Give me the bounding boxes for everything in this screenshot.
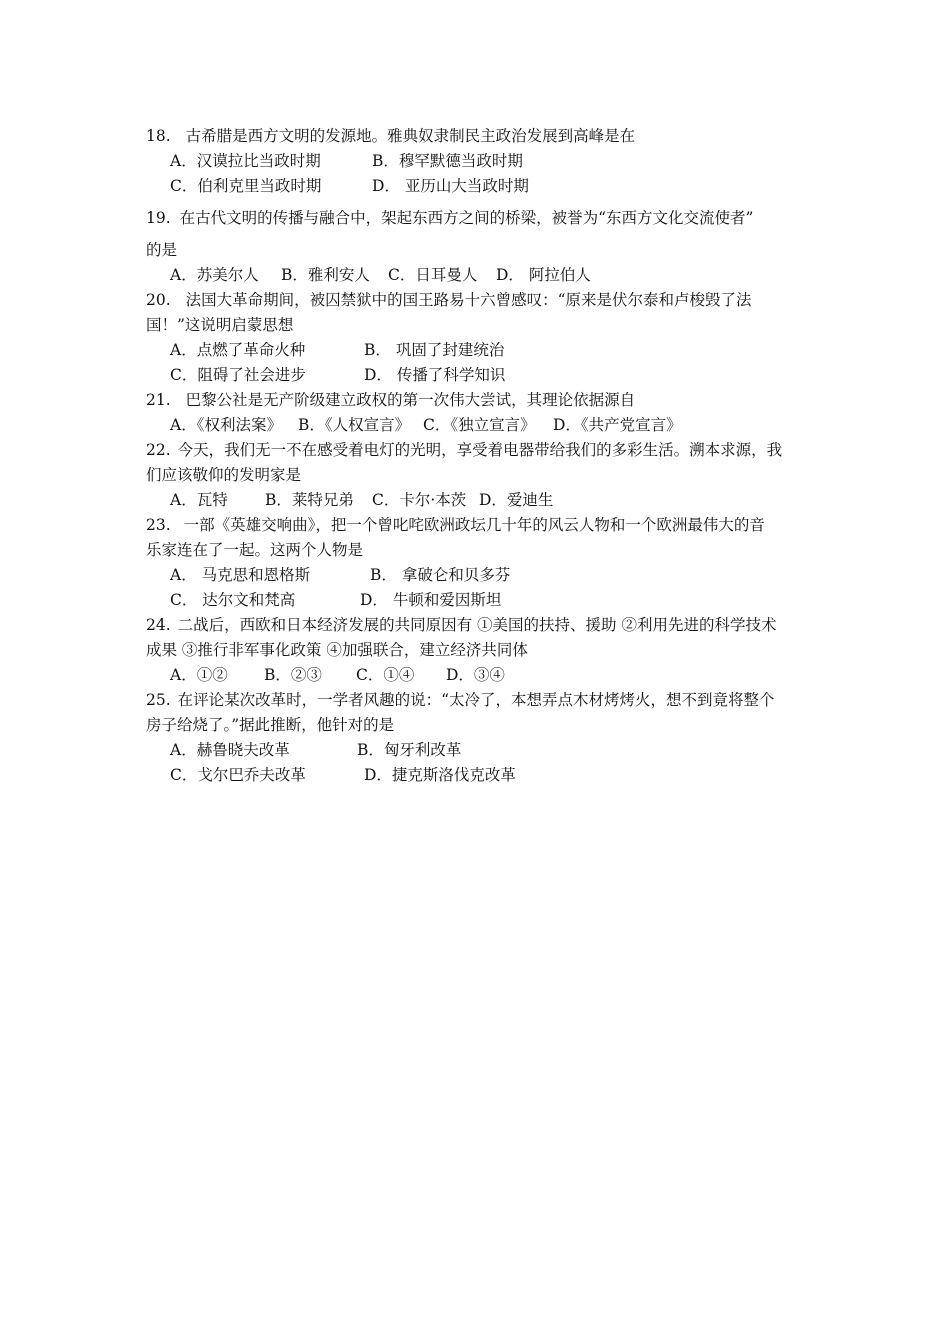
question-text: 在评论某次改革时，一学者风趣的说：“太冷了，本想弄点木材烤烤火，想不到竟将整个 [177, 691, 775, 709]
option-b: B．穆罕默德当政时期 [372, 152, 523, 170]
question-number: 24. [146, 616, 171, 634]
question-number: 21. [146, 391, 171, 409]
option-a: A． 马克思和恩格斯 [170, 566, 311, 584]
option-b: B． 巩固了封建统治 [364, 341, 505, 359]
option-c: C．《独立宣言》 [423, 416, 536, 434]
question-text: 的是 [146, 241, 178, 259]
question-19-stem-line-2 [146, 240, 177, 260]
question-24-stem-line-2 [146, 640, 528, 660]
option-a: A．汉谟拉比当政时期 [170, 152, 321, 170]
question-text: 古希腊是西方文明的发源地。雅典奴隶制民主政治发展到高峰是在 [185, 127, 636, 145]
question-24-stem-line-1 [146, 615, 776, 635]
option-d: D．捷克斯洛伐克改革 [364, 766, 516, 784]
question-text: 房子给烧了。”据此推断，他针对的是 [146, 716, 395, 734]
question-text: 成果 ③推行非军事化政策 ④加强联合，建立经济共同体 [146, 641, 528, 659]
question-number: 25. [146, 691, 171, 709]
option-c: C． 达尔文和梵高 [170, 591, 296, 609]
question-23-stem-line-1 [146, 515, 765, 535]
question-text: 今天，我们无一不在感受着电灯的光明，享受着电器带给我们的多彩生活。溯本求源，我 [177, 441, 783, 459]
option-a: A．瓦特 [170, 491, 228, 509]
question-22-stem-line-2 [146, 465, 301, 485]
option-c: C．伯利克里当政时期 [170, 177, 322, 195]
question-number: 23. [146, 516, 171, 534]
option-a: A．《权利法案》 [170, 416, 282, 434]
option-d: D． 亚历山大当政时期 [372, 177, 529, 195]
option-c: C．日耳曼人 [388, 266, 478, 284]
option-a: A．苏美尔人 [170, 266, 259, 284]
question-text: 国！”这说明启蒙思想 [146, 316, 294, 334]
option-b: B．《人权宣言》 [298, 416, 411, 434]
question-number: 19. [146, 209, 171, 227]
option-c: C．戈尔巴乔夫改革 [170, 766, 306, 784]
option-a: A．①② [170, 666, 228, 684]
question-25-stem-line-2 [146, 715, 394, 735]
question-text: 在古代文明的传播与融合中，架起东西方之间的桥梁，被誉为“东西方文化交流使者” [179, 209, 754, 227]
option-a: A．赫鲁晓夫改革 [170, 741, 290, 759]
option-b: B． 拿破仑和贝多芬 [370, 566, 511, 584]
option-b: B．②③ [264, 666, 322, 684]
option-c: C．阻碍了社会进步 [170, 366, 306, 384]
question-text: 们应该敬仰的发明家是 [146, 466, 302, 484]
question-25-stem-line-1 [146, 690, 775, 710]
option-d: D．爱迪生 [479, 491, 554, 509]
question-20-stem-line-2 [146, 315, 293, 335]
question-number: 20. [146, 291, 171, 309]
option-b: B．雅利安人 [281, 266, 370, 284]
question-text: 巴黎公社是无产阶级建立政权的第一次伟大尝试，其理论依据源自 [185, 391, 636, 409]
option-d: D． 传播了科学知识 [364, 366, 506, 384]
question-21-stem-line-1 [146, 390, 635, 410]
question-number: 22. [146, 441, 171, 459]
option-b: B．匈牙利改革 [357, 741, 462, 759]
question-22-stem-line-1 [146, 440, 782, 460]
question-20-stem-line-1 [146, 290, 752, 310]
option-c: C．①④ [356, 666, 415, 684]
question-19-stem-line-1 [146, 208, 753, 228]
question-text: 法国大革命期间，被囚禁狱中的国王路易十六曾感叹：“原来是伏尔泰和卢梭毁了法 [185, 291, 752, 309]
question-number: 18. [146, 127, 171, 145]
option-d: D．③④ [446, 666, 505, 684]
option-a: A．点燃了革命火种 [170, 341, 306, 359]
option-d: D．《共产党宣言》 [553, 416, 682, 434]
question-text: 一部《英雄交响曲》，把一个曾叱咤欧洲政坛几十年的风云人物和一个欧洲最伟大的音 [183, 516, 765, 534]
question-text: 二战后，西欧和日本经济发展的共同原因有 ①美国的扶持、援助 ②利用先进的科学技术 [177, 616, 777, 634]
question-23-stem-line-2 [146, 540, 363, 560]
question-text: 乐家连在了一起。这两个人物是 [146, 541, 364, 559]
option-d: D． 阿拉伯人 [496, 266, 591, 284]
option-d: D． 牛顿和爱因斯坦 [360, 591, 502, 609]
option-c: C．卡尔·本茨 [372, 491, 467, 509]
option-b: B．莱特兄弟 [265, 491, 354, 509]
question-18-stem-line-1 [146, 126, 635, 146]
